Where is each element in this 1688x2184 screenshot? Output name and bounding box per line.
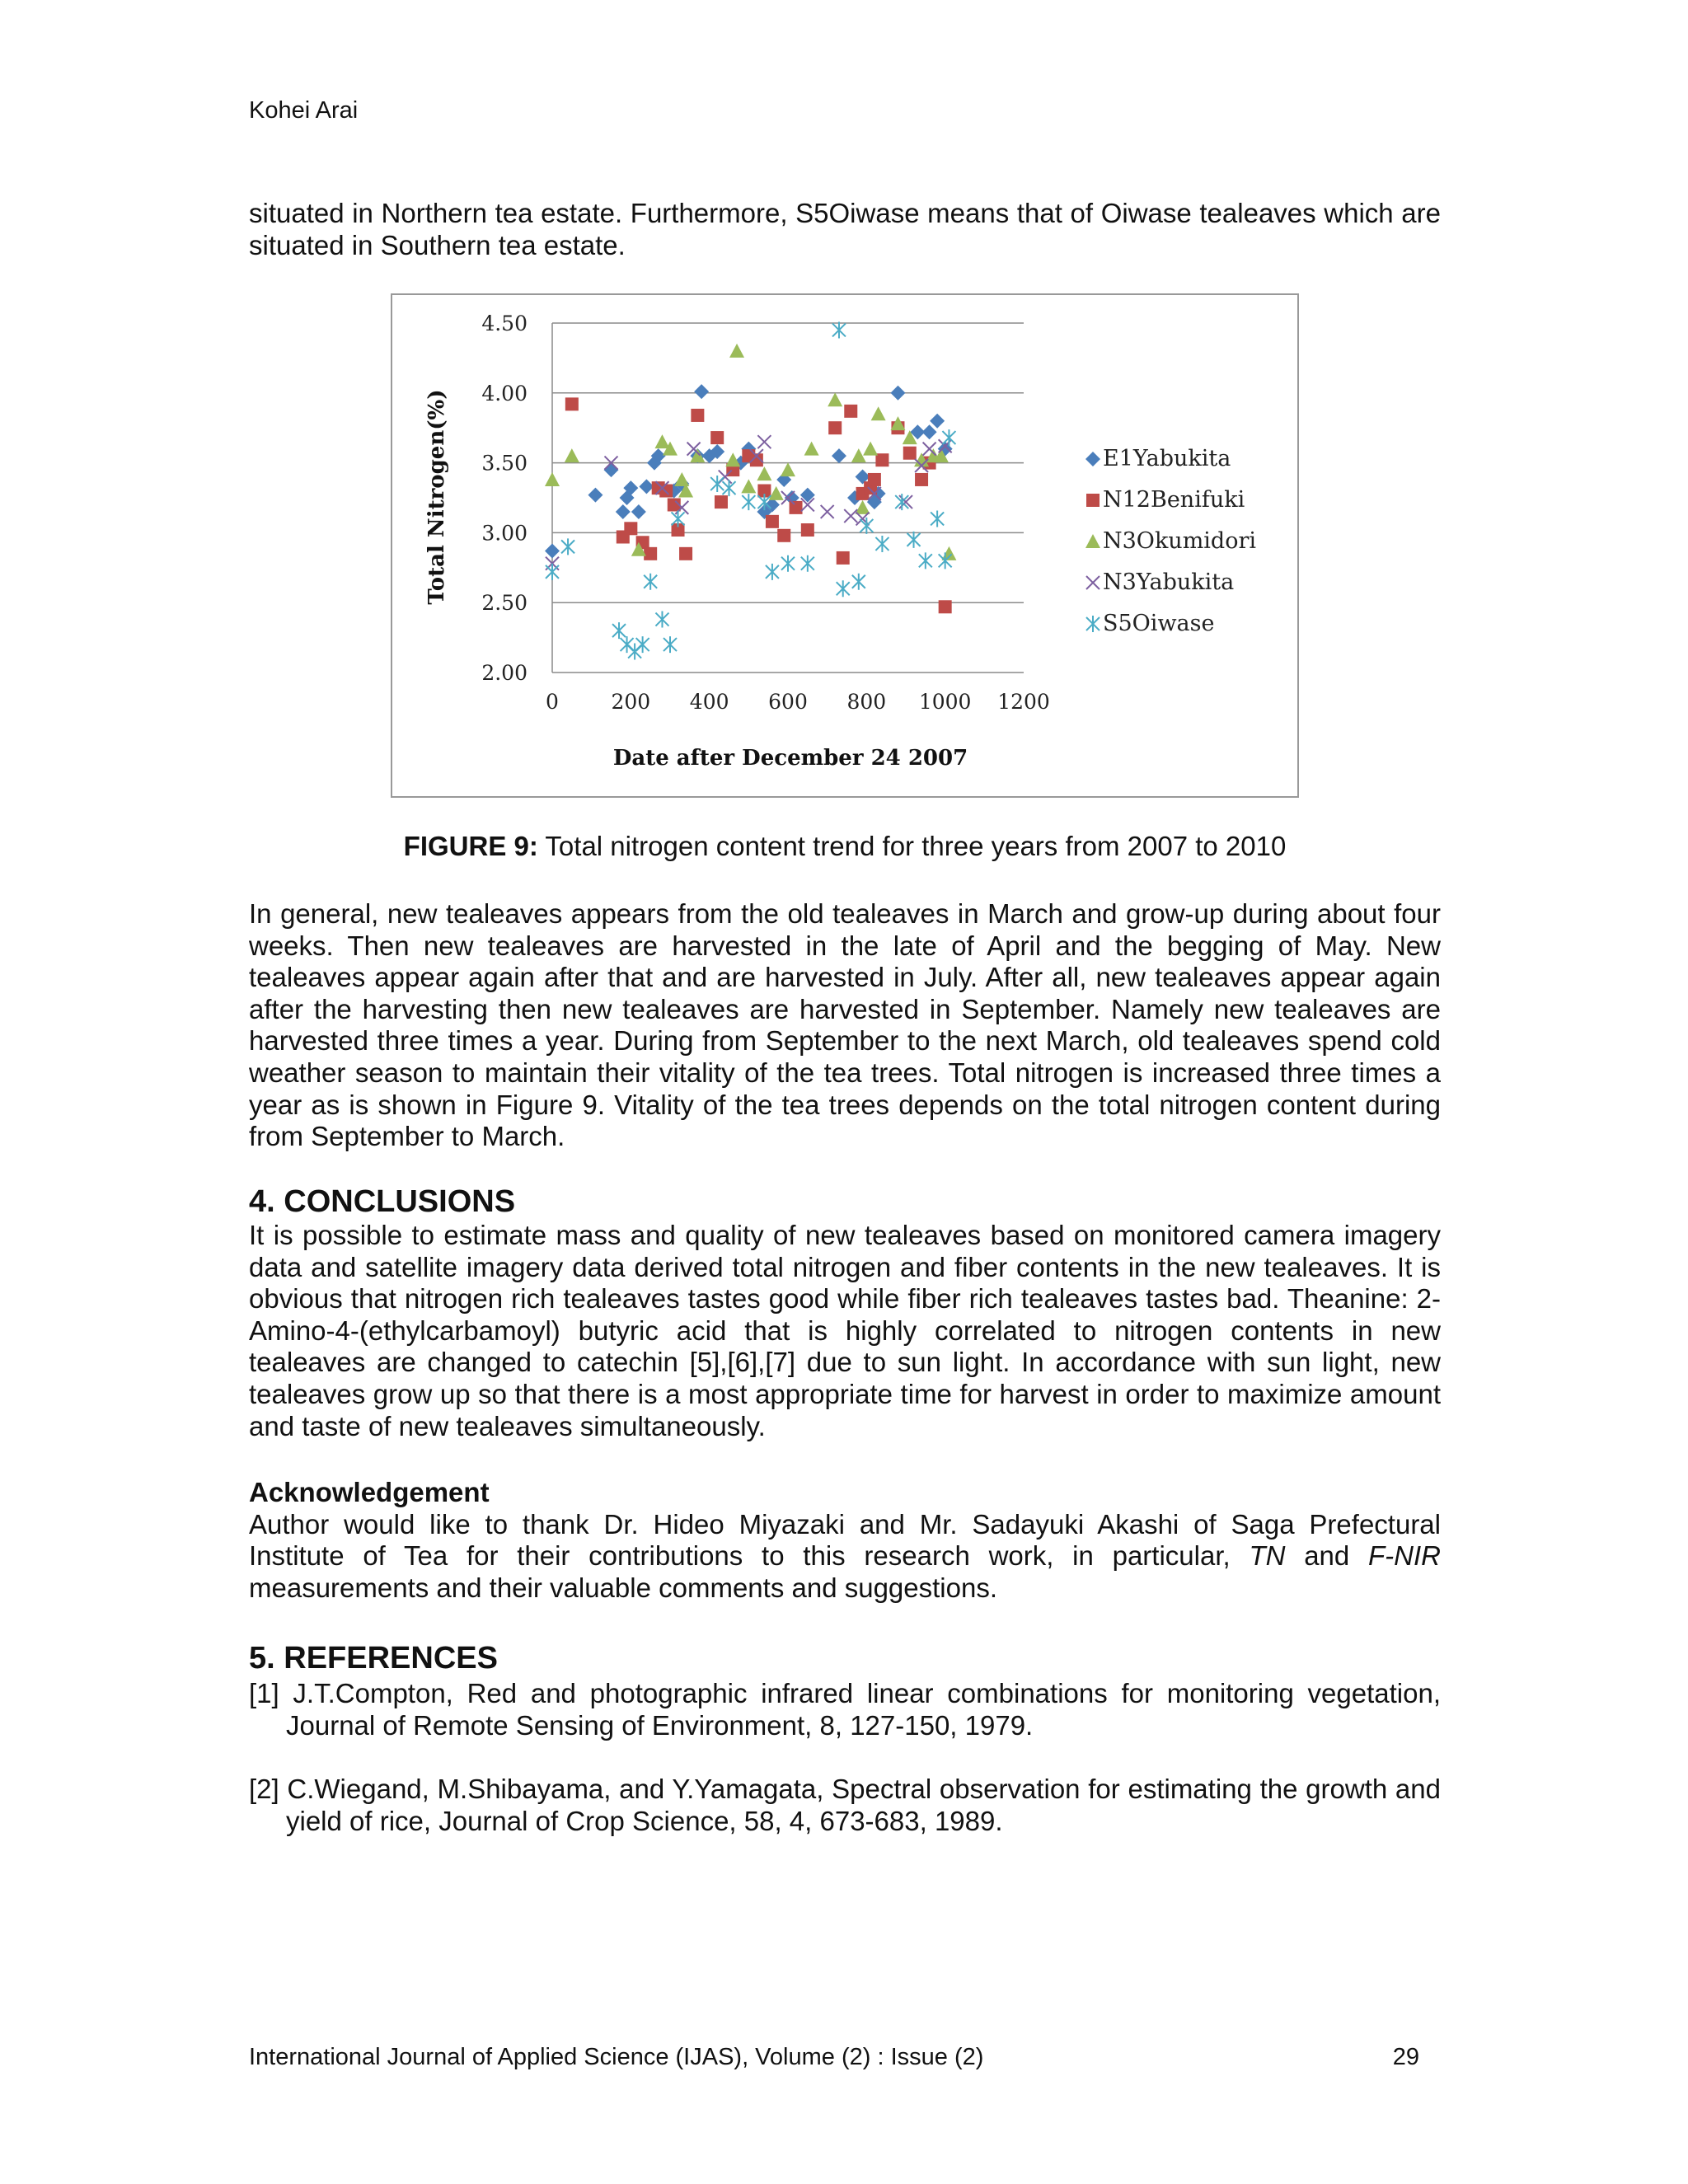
data-point-s5oiwase [801,555,814,572]
data-point-e1yabukita [604,462,619,477]
data-point-n12benifuki [624,522,637,535]
data-point-s5oiwase [663,636,677,653]
legend-label: E1Yabukita [1103,446,1231,471]
x-tick-label: 1200 [997,690,1050,714]
running-header: Kohei Arai [249,97,359,124]
data-point-n12benifuki [844,405,857,418]
x-tick-label: 1000 [918,690,972,714]
reference-2: [2] C.Wiegand, M.Shibayama, and Y.Yamagata, Spectral observation for estimating the growth and yield of rice, Journal of Crop Science, 58, 4, 673-683, 1989. [249,1774,1441,1836]
data-point-n12benifuki [565,397,579,410]
x-tick-label: 200 [611,690,651,714]
data-point-s5oiwase [832,321,846,338]
data-point-n12benifuki [868,473,881,486]
acknowledgement-text [249,1509,1441,1605]
ack-and: and [1285,1540,1369,1572]
y-tick-label: 3.00 [481,521,528,546]
data-point-n3okumidori [654,434,669,448]
legend-marker [1085,452,1100,466]
data-point-e1yabukita [545,543,560,558]
data-point-s5oiwase [612,622,626,639]
data-point-n12benifuki [777,529,790,542]
legend-marker [1086,494,1100,507]
y-tick-label: 2.50 [481,591,528,616]
x-tick-label: 800 [846,690,887,714]
legend-label: N12Benifuki [1103,487,1245,513]
data-point-s5oiwase [860,518,873,534]
intro-text: situated in Northern tea estate. Furthermore, S5Oiwase means that of Oiwase tealeaves which are situated in Southern tea estate. [249,198,1441,260]
body-paragraph [249,898,1441,1153]
data-point-n3okumidori [863,442,878,456]
data-point-s5oiwase [742,494,755,510]
data-point-s5oiwase [710,476,724,492]
data-point-s5oiwase [852,574,865,590]
data-point-n12benifuki [939,600,952,613]
ack-part2: measurements and their valuable comments and suggestions. [249,1572,997,1603]
data-point-e1yabukita [694,384,709,399]
data-point-e1yabukita [631,504,646,519]
data-point-n12benifuki [715,495,728,509]
data-point-n3okumidori [674,472,689,486]
data-point-n12benifuki [915,473,928,486]
scatter-chart [392,295,1297,796]
x-tick-label: 400 [689,690,729,714]
data-point-n3okumidori [941,546,956,560]
data-point-n3okumidori [545,472,560,486]
y-tick-label: 4.50 [481,312,528,335]
y-tick-label: 3.50 [481,451,528,476]
data-point-n12benifuki [766,515,779,528]
ack-fnir: F-NIR [1368,1540,1441,1572]
data-point-s5oiwase [939,552,952,569]
data-point-n3okumidori [565,448,579,462]
data-point-s5oiwase [636,636,649,653]
data-point-n3okumidori [741,479,756,493]
data-point-n3okumidori [804,442,819,456]
data-point-s5oiwase [931,510,944,527]
data-point-s5oiwase [628,644,641,660]
legend-label: N3Yabukita [1103,569,1235,595]
data-point-n3okumidori [729,344,744,358]
acknowledgement-section [249,1477,1441,1604]
figure-caption-text: Total nitrogen content trend for three years from 2007 to 2010 [537,831,1287,861]
y-tick-label: 2.00 [481,661,528,685]
data-point-s5oiwase [644,574,657,590]
data-point-s5oiwase [621,636,634,653]
data-point-n12benifuki [801,523,814,537]
data-point-s5oiwase [672,510,685,527]
references-heading: 5. REFERENCES [249,1641,498,1675]
data-point-n12benifuki [828,421,842,434]
x-tick-label: 0 [546,690,559,714]
data-point-n12benifuki [790,501,803,514]
figure-9-chart [391,293,1299,798]
data-point-n3yabukita [923,443,936,456]
data-point-n12benifuki [837,551,850,565]
y-axis-label: Total Nitrogen(%) [424,389,449,605]
data-point-n3okumidori [781,462,795,476]
body-text-1: In general, new tealeaves appears from the old tealeaves in March and grow-up during about four weeks. Then new tealeaves are harvested in the late of April and the begging of May. New tealeaves appear again after that and are harvested in July. After all, new tealeaves appear again after the harvesting then new tealeaves are harvested in September. Namely new tealeaves are harvested three times a year. During from September to the next March, old tealeaves spend cold weather season to maintain their vitality of the tea trees. Total nitrogen is increased three times a year as is shown in Figure 9. Vitality of the tea trees depends on the total nitrogen content during from September to March. [249,898,1441,1152]
data-point-e1yabukita [922,424,937,439]
legend-label: N3Okumidori [1103,528,1257,554]
data-point-e1yabukita [930,414,945,429]
conclusions-heading: 4. CONCLUSIONS [249,1184,516,1219]
chart-legend [1085,446,1256,636]
data-point-s5oiwase [561,538,574,555]
data-point-n12benifuki [710,431,724,444]
legend-marker [1085,534,1100,548]
legend-label: S5Oiwase [1103,611,1215,636]
page-number: 29 [1392,2044,1419,2070]
y-tick-label: 4.00 [481,381,528,405]
figure-label: FIGURE 9: [403,831,538,861]
data-point-s5oiwase [781,555,795,572]
data-point-n3okumidori [828,392,842,406]
data-point-n3okumidori [871,406,886,420]
data-point-s5oiwase [723,480,736,496]
x-axis-label: Date after December 24 2007 [612,746,968,771]
footer-journal: International Journal of Applied Science (IJAS), Volume (2) : Issue (2) [249,2044,984,2070]
data-point-n3yabukita [844,509,857,523]
references-heading-block [249,1640,1441,1676]
data-point-e1yabukita [890,386,905,401]
figure-caption [249,831,1441,862]
page-footer [249,2044,1419,2071]
chart-points [545,321,956,659]
legend-marker [1086,576,1100,589]
data-point-n3okumidori [769,486,784,500]
data-point-s5oiwase [655,612,668,628]
reference-1: [1] J.T.Compton, Red and photographic infrared linear combinations for monitoring vegetation, Journal of Remote Sensing of Environment, 8, 127-150, 1979. [249,1678,1441,1741]
data-point-n3yabukita [757,435,771,448]
data-point-n3yabukita [821,505,834,518]
ack-part1: Author would like to thank Dr. Hideo Miyazaki and Mr. Sadayuki Akashi of Saga Prefectural Institute of Tea for their contributions to this research work, in particular, [249,1508,1441,1572]
data-point-s5oiwase [875,536,889,552]
data-point-e1yabukita [832,448,846,463]
data-point-n12benifuki [903,447,917,460]
conclusions-text: It is possible to estimate mass and quality of new tealeaves based on monitored camera imagery data and satellite imagery data derived total nitrogen and fiber contents in the new tealeaves. It is obvious that nitrogen rich tealeaves tastes good while fiber rich tealeaves tastes bad. Theanine: 2-Amino-4-(ethylcarbamoyl) butyric acid that is highly correlated to nitrogen contents in new tealeaves are changed to catechin [5],[6],[7] due to sun light. In accordance with sun light, new tealeaves grow up so that there is a most appropriate time for harvest in order to maximize amount and taste of new tealeaves simultaneously. [249,1220,1441,1441]
data-point-s5oiwase [919,552,932,569]
data-point-s5oiwase [837,580,850,597]
legend-marker [1086,616,1100,632]
data-point-s5oiwase [942,429,955,446]
data-point-e1yabukita [616,504,631,519]
data-point-n12benifuki [691,409,704,422]
data-point-s5oiwase [546,564,559,580]
acknowledgement-heading: Acknowledgement [249,1477,490,1507]
ack-tn: TN [1249,1540,1286,1572]
data-point-s5oiwase [766,564,779,580]
x-tick-label: 600 [768,690,808,714]
data-point-s5oiwase [907,532,921,548]
data-point-e1yabukita [588,488,603,503]
intro-paragraph [249,198,1441,261]
data-point-n12benifuki [679,547,692,560]
data-point-n12benifuki [644,547,657,560]
conclusions-section [249,1183,1441,1442]
data-point-n3okumidori [757,466,771,480]
